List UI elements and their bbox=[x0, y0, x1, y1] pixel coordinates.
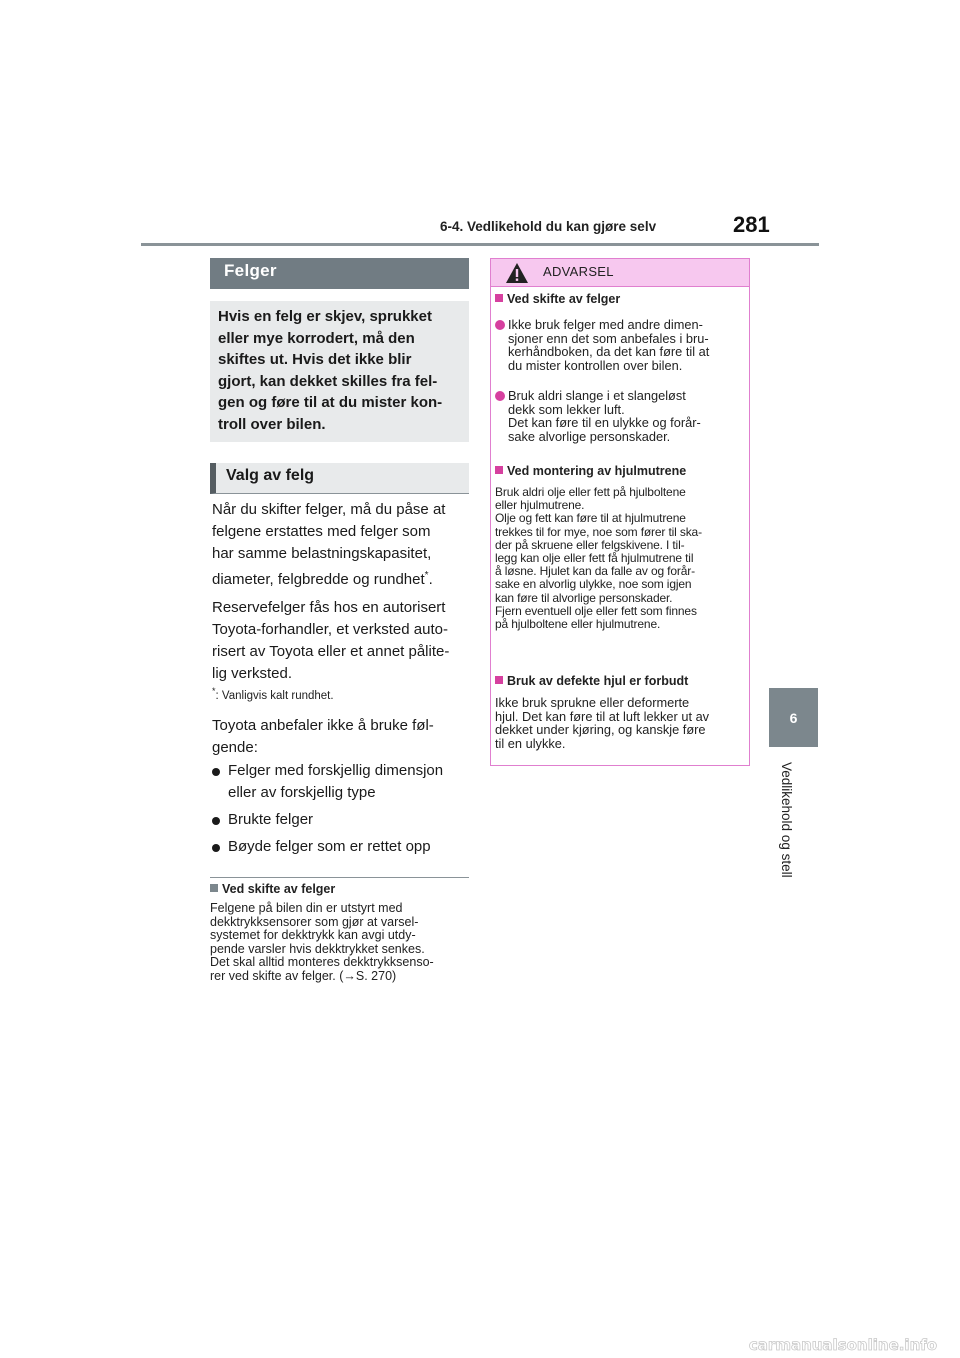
text-line: Olje og fett kan føre til at hjulmutrene bbox=[495, 511, 686, 526]
warning-subsection-title bbox=[495, 292, 620, 306]
text-line: lig verksted. bbox=[212, 665, 293, 682]
watermark-text: carmanualsonline.info bbox=[748, 1336, 938, 1354]
intro-line: gjort, kan dekket skilles fra fel- bbox=[218, 372, 438, 390]
intro-line: eller mye korrodert, må den bbox=[218, 329, 415, 347]
text-line: Toyota-forhandler, et verksted auto- bbox=[212, 621, 448, 638]
paragraph-felger-replacement bbox=[212, 499, 474, 591]
warning-text bbox=[495, 696, 747, 750]
text-line: Bruk aldri slange i et slangeløst bbox=[508, 388, 686, 403]
chapter-label: Vedlikehold og stell bbox=[779, 762, 794, 878]
bullet-icon bbox=[495, 391, 505, 401]
text-line: dekket under kjøring, og kanskje føre bbox=[495, 722, 706, 738]
subsection-title-text: Ved skifte av felger bbox=[507, 292, 621, 306]
footnote bbox=[212, 686, 334, 702]
chapter-number: 6 bbox=[789, 709, 798, 726]
paragraph-recommend bbox=[212, 715, 474, 759]
text-line: eller hjulmutrene. bbox=[495, 498, 585, 513]
text-line: sake en alvorlig ulykke, noe som igjen bbox=[495, 577, 692, 592]
square-bullet-icon bbox=[495, 676, 503, 684]
text-line: gende: bbox=[212, 739, 258, 756]
intro-line: skiftes ut. Hvis det ikke blir bbox=[218, 351, 412, 369]
text-line: sjoner enn det som anbefales i bru- bbox=[508, 330, 709, 346]
warning-subsection-title bbox=[495, 674, 688, 688]
text-line: på hjulboltene eller hjulmutrene. bbox=[495, 617, 661, 632]
text-line: Ikke bruk sprukne eller deformerte bbox=[495, 695, 690, 710]
text-span: . bbox=[428, 571, 433, 588]
text-line: Bruk aldri olje eller fett på hjulboltene bbox=[495, 485, 686, 499]
list-item bbox=[212, 760, 472, 804]
text-line: Toyota anbefaler ikke å bruke føl- bbox=[212, 717, 434, 734]
text-line: pende varsler hvis dekktrykket senkes. bbox=[210, 941, 425, 956]
text-line bbox=[212, 565, 474, 591]
text-line: risert av Toyota eller et annet pålite- bbox=[212, 643, 450, 660]
text-line: Ikke bruk felger med andre dimen- bbox=[508, 317, 703, 332]
subsection-title-text: Ved montering av hjulmutrene bbox=[507, 464, 687, 478]
text-line: har samme belastningskapasitet, bbox=[212, 545, 432, 562]
valg-heading: Valg av felg bbox=[210, 463, 469, 494]
list-item-text: eller av forskjellig type bbox=[228, 784, 376, 801]
section-title: 6-4. Vedlikehold du kan gjøre selv bbox=[440, 219, 657, 234]
text-line: Når du skifter felger, må du påse at bbox=[212, 501, 446, 518]
divider bbox=[210, 877, 469, 878]
intro-box bbox=[210, 301, 469, 442]
text-span: diameter, felgbredde og rundhet bbox=[212, 571, 425, 588]
bullet-icon bbox=[495, 320, 505, 330]
felger-heading: Felger bbox=[210, 258, 469, 289]
warning-subsection-title bbox=[495, 464, 686, 478]
text-line: felgene erstattes med felger som bbox=[212, 523, 431, 540]
text-line: dekk som lekker luft. bbox=[508, 401, 625, 417]
list-item bbox=[212, 836, 472, 858]
text-line: Det skal alltid monteres dekktrykksenso- bbox=[210, 955, 434, 970]
intro-line: gen og føre til at du mister kon- bbox=[218, 394, 443, 412]
intro-line: Hvis en felg er skjev, sprukket bbox=[218, 308, 432, 325]
square-bullet-icon bbox=[495, 466, 503, 474]
text-line: legg kan olje eller fett få hjulmutrene til bbox=[495, 551, 694, 566]
text-line: du mister kontrollen over bilen. bbox=[508, 357, 683, 373]
header-rule bbox=[141, 243, 819, 246]
subsection-text bbox=[210, 902, 472, 984]
bullet-icon bbox=[212, 768, 220, 776]
page-reference-link[interactable]: rer ved skifte av felger. (→S. 270) bbox=[210, 968, 397, 983]
subsection-title-text: Bruk av defekte hjul er forbudt bbox=[507, 674, 689, 688]
list-item bbox=[212, 809, 472, 831]
warning-triangle-icon bbox=[505, 262, 529, 284]
text-line: systemet for dekktrykk kan avgi utdy- bbox=[210, 928, 416, 943]
warning-title: ADVARSEL bbox=[543, 264, 614, 279]
text-line: å løsne. Hjulet kan da falle av og forår- bbox=[495, 564, 695, 579]
text-line: trekkes til for mye, noe som fører til ska- bbox=[495, 524, 702, 539]
square-bullet-icon bbox=[210, 884, 218, 892]
watermark-logo bbox=[730, 1334, 956, 1356]
text-line: Det kan føre til en ulykke og forår- bbox=[508, 415, 701, 431]
square-bullet-icon bbox=[495, 294, 503, 302]
bullet-icon bbox=[212, 844, 220, 852]
text-line: Felgene på bilen din er utstyrt med bbox=[210, 901, 403, 915]
warning-list-item bbox=[495, 318, 745, 372]
list-item-text: Bøyde felger som er rettet opp bbox=[228, 838, 431, 855]
subsection-title bbox=[210, 882, 335, 896]
bullet-icon bbox=[212, 817, 220, 825]
footnote-text: : Vanligvis kalt rundhet. bbox=[215, 689, 334, 702]
text-line: dekktrykksensorer som gjør at varsel- bbox=[210, 914, 419, 929]
text-line: til en ulykke. bbox=[495, 735, 566, 751]
text-line: Reservefelger fås hos en autorisert bbox=[212, 599, 446, 616]
subsection-title-text: Ved skifte av felger bbox=[222, 882, 336, 896]
footnote-mark: * bbox=[424, 570, 429, 581]
warning-list-item bbox=[495, 389, 745, 443]
footnote-mark: * bbox=[212, 686, 216, 696]
text-line: sake alvorlige personskader. bbox=[508, 428, 671, 444]
intro-line: troll over bilen. bbox=[218, 415, 326, 433]
text-line: der på skruene eller felgskivene. I til- bbox=[495, 537, 685, 552]
page-number: 281 bbox=[733, 212, 770, 237]
text-line: Fjern eventuell olje eller fett som finnes bbox=[495, 603, 697, 618]
list-item-text: Felger med forskjellig dimensjon bbox=[228, 762, 444, 779]
text-line: kan føre til alvorlige personskader. bbox=[495, 590, 673, 605]
chapter-tab[interactable] bbox=[769, 688, 818, 747]
paragraph-reserve bbox=[212, 597, 474, 685]
warning-header bbox=[491, 259, 749, 287]
list-item-text: Brukte felger bbox=[228, 811, 314, 828]
text-line: kerhåndboken, da det kan føre til at bbox=[508, 344, 710, 360]
text-line: hjul. Det kan føre til at luft lekker ut av bbox=[495, 708, 710, 724]
warning-text bbox=[495, 486, 747, 631]
